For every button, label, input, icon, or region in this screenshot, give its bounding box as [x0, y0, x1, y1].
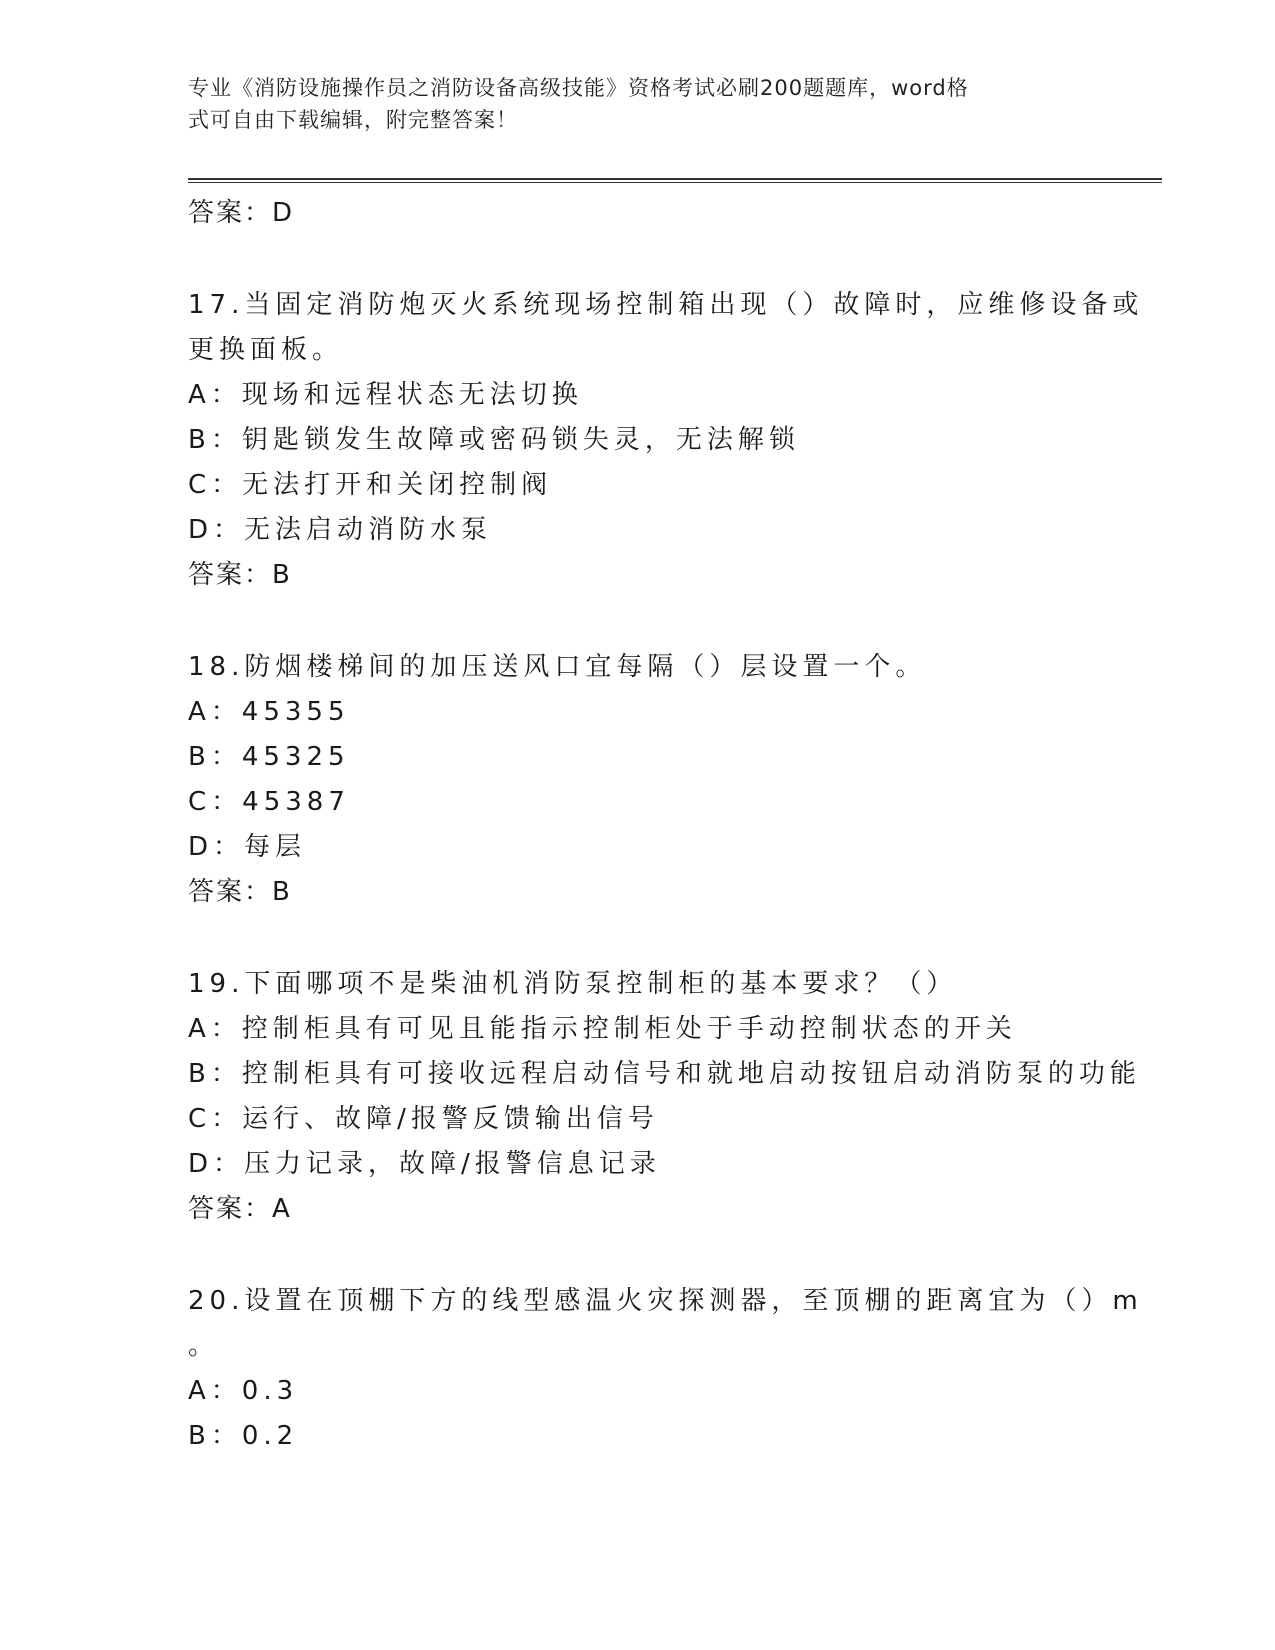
option-line: A：现场和远程状态无法切换 — [188, 380, 583, 410]
option-line: C：无法打开和关闭控制阀 — [188, 470, 553, 500]
document-header — [188, 72, 1088, 136]
option-line: B：钥匙锁发生故障或密码锁失灵，无法解锁 — [188, 425, 800, 455]
question-text: 。 — [188, 1331, 220, 1361]
option-line: A：0.3 — [188, 1376, 299, 1406]
question-text: 20.设置在顶棚下方的线型感温火灾探测器，至顶棚的距离宜为（）m — [188, 1286, 1143, 1316]
option-line: B：0.2 — [188, 1421, 299, 1451]
header-line-2: 式可自由下载编辑，附完整答案！ — [188, 108, 518, 132]
question-text: 18.防烟楼梯间的加压送风口宜每隔（）层设置一个。 — [188, 652, 927, 682]
option-line: B：控制柜具有可接收远程启动信号和就地启动按钮启动消防泵的功能 — [188, 1059, 1141, 1089]
answer-line: 答案：B — [188, 560, 292, 590]
answer-line: 答案：D — [188, 198, 295, 228]
answer-line: 答案：B — [188, 877, 292, 907]
header-line-1: 专业《消防设施操作员之消防设备高级技能》资格考试必刷200题题库，word格 — [188, 76, 969, 100]
header-divider — [188, 178, 1162, 183]
answer-line: 答案：A — [188, 1194, 292, 1224]
question-text: 19.下面哪项不是柴油机消防泵控制柜的基本要求？（） — [188, 969, 958, 999]
option-line: A：45355 — [188, 697, 350, 727]
option-line: B：45325 — [188, 742, 350, 772]
option-line: C：运行、故障/报警反馈输出信号 — [188, 1104, 659, 1134]
question-text: 17.当固定消防炮灭火系统现场控制箱出现（）故障时，应维修设备或 — [188, 290, 1144, 320]
option-line: D：压力记录，故障/报警信息记录 — [188, 1149, 661, 1179]
option-line: C：45387 — [188, 787, 350, 817]
option-line: D：每层 — [188, 832, 307, 862]
option-line: D：无法启动消防水泵 — [188, 515, 493, 545]
option-line: A：控制柜具有可见且能指示控制柜处于手动控制状态的开关 — [188, 1014, 1017, 1044]
question-text: 更换面板。 — [188, 335, 344, 365]
